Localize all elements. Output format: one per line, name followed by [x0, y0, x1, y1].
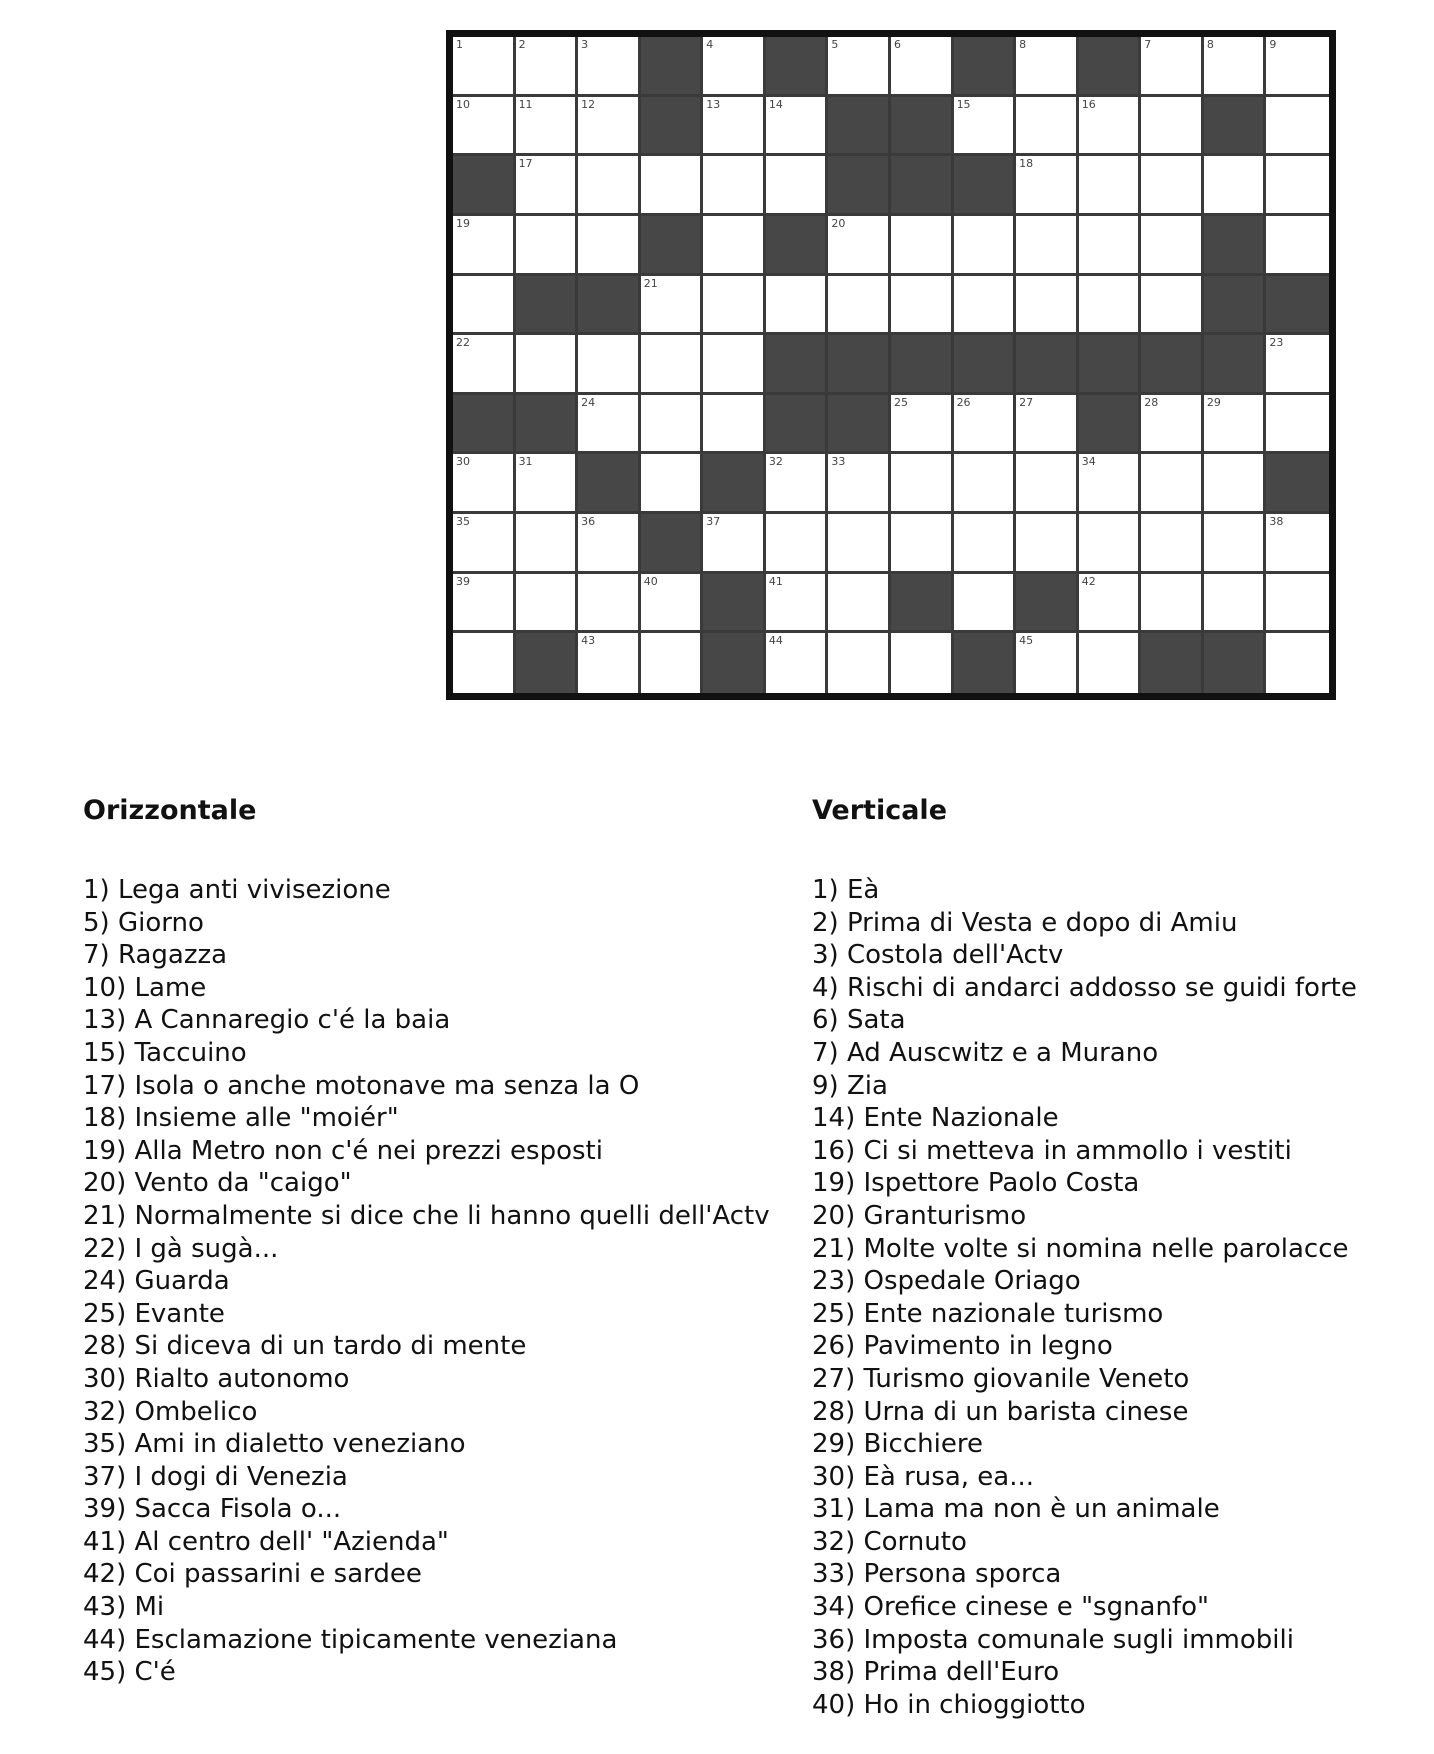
cell-number: 5 [831, 38, 839, 51]
down-clue: 7) Ad Auscwitz e a Murano [812, 1037, 1159, 1068]
crossword-cell[interactable] [453, 454, 516, 514]
crossword-black-cell [954, 37, 1017, 97]
crossword-cell[interactable] [641, 156, 704, 216]
across-clue: 10) Lame [83, 972, 207, 1003]
crossword-cell[interactable] [578, 633, 641, 693]
crossword-cell[interactable] [891, 276, 954, 336]
cell-number: 27 [1019, 395, 1034, 409]
crossword-black-cell [1204, 97, 1267, 157]
cell-number: 6 [894, 38, 901, 51]
cell-number: 41 [768, 574, 783, 588]
crossword-cell[interactable] [954, 514, 1017, 574]
crossword-cell[interactable] [828, 37, 891, 97]
across-clue: 37) I dogi di Venezia [83, 1461, 348, 1492]
cell-number: 8 [1206, 38, 1214, 51]
down-clue: 21) Molte volte si nomina nelle parolacce [812, 1233, 1349, 1264]
crossword-black-cell [641, 514, 704, 574]
down-clue: 31) Lama ma non è un animale [812, 1494, 1220, 1525]
crossword-cell[interactable] [1204, 395, 1267, 455]
cell-number: 16 [1081, 97, 1096, 111]
crossword-cell[interactable] [1079, 633, 1142, 693]
crossword-cell[interactable] [891, 454, 954, 514]
crossword-cell[interactable] [1141, 216, 1204, 276]
crossword-black-cell [578, 276, 641, 336]
crossword-cell[interactable] [828, 276, 891, 336]
across-clue: 21) Normalmente si dice che li hanno quelli dell'Actv [83, 1200, 770, 1231]
down-clue: 25) Ente nazionale turismo [812, 1298, 1164, 1329]
across-clue: 20) Vento da "caigo" [83, 1168, 352, 1199]
crossword-cell[interactable] [1079, 276, 1142, 336]
crossword-cell[interactable] [641, 276, 704, 336]
crossword-cell[interactable] [1016, 514, 1079, 574]
crossword-black-cell [703, 454, 766, 514]
cell-number: 20 [831, 216, 846, 230]
crossword-cell[interactable] [891, 633, 954, 693]
crossword-black-cell [1079, 37, 1142, 97]
crossword-cell[interactable] [1141, 454, 1204, 514]
crossword-black-cell [766, 216, 829, 276]
crossword-cell[interactable] [1266, 633, 1329, 693]
cell-number: 25 [894, 395, 908, 409]
crossword-cell[interactable] [828, 514, 891, 574]
down-clue: 36) Imposta comunale sugli immobili [812, 1624, 1294, 1655]
crossword-black-cell [453, 156, 516, 216]
cell-number: 38 [1269, 515, 1284, 529]
down-clue: 38) Prima dell'Euro [812, 1657, 1060, 1688]
crossword-cell[interactable] [766, 97, 829, 157]
down-clue: 29) Bicchiere [812, 1429, 983, 1460]
down-clue: 2) Prima di Vesta e dopo di Amiu [812, 907, 1238, 938]
crossword-cell[interactable] [641, 574, 704, 634]
cell-number: 21 [643, 276, 658, 290]
crossword-cell[interactable] [766, 633, 829, 693]
crossword-black-cell [1204, 335, 1267, 395]
across-clue: 19) Alla Metro non c'é nei prezzi esposti [83, 1135, 603, 1166]
crossword-cell[interactable] [828, 216, 891, 276]
crossword-black-cell [1266, 276, 1329, 336]
across-clue: 25) Evante [83, 1298, 225, 1329]
crossword-black-cell [641, 97, 704, 157]
down-clue: 27) Turismo giovanile Veneto [812, 1363, 1190, 1394]
down-clue: 33) Persona sporca [812, 1559, 1062, 1590]
crossword-cell[interactable] [1204, 37, 1267, 97]
cell-number: 45 [1019, 634, 1034, 648]
across-clue: 15) Taccuino [83, 1037, 247, 1068]
cell-number: 13 [706, 97, 721, 111]
across-clue: 7) Ragazza [83, 940, 228, 971]
crossword-cell[interactable] [1141, 395, 1204, 455]
crossword-cell[interactable] [453, 276, 516, 336]
crossword-cell[interactable] [453, 335, 516, 395]
cell-number: 33 [831, 455, 846, 469]
cell-number: 10 [456, 97, 470, 111]
crossword-cell[interactable] [1016, 276, 1079, 336]
crossword-cell[interactable] [703, 335, 766, 395]
crossword-cell[interactable] [641, 395, 704, 455]
down-clue: 19) Ispettore Paolo Costa [812, 1168, 1140, 1199]
crossword-cell[interactable] [578, 216, 641, 276]
crossword-cell[interactable] [1079, 156, 1142, 216]
cell-number: 23 [1269, 336, 1284, 350]
crossword-black-cell [828, 395, 891, 455]
cell-number: 7 [1144, 38, 1152, 51]
cell-number: 14 [768, 97, 783, 111]
down-clue: 6) Sata [812, 1005, 906, 1036]
cell-number: 24 [581, 395, 596, 409]
across-clue: 28) Si diceva di un tardo di mente [83, 1331, 527, 1362]
crossword-cell[interactable] [703, 156, 766, 216]
crossword-cell[interactable] [891, 395, 954, 455]
crossword-cell[interactable] [954, 216, 1017, 276]
crossword-cell[interactable] [453, 97, 516, 157]
crossword-cell[interactable] [516, 335, 579, 395]
down-clue: 3) Costola dell'Actv [812, 940, 1064, 971]
across-clue: 45) C'é [83, 1657, 176, 1688]
across-clue: 13) A Cannaregio c'é la baia [83, 1005, 451, 1036]
crossword-cell[interactable] [1079, 454, 1142, 514]
crossword-black-cell [1204, 633, 1267, 693]
crossword-cell[interactable] [828, 633, 891, 693]
across-clue: 30) Rialto autonomo [83, 1363, 350, 1394]
down-clue: 16) Ci si metteva in ammollo i vestiti [812, 1135, 1292, 1166]
crossword-black-cell [954, 633, 1017, 693]
crossword-black-cell [891, 335, 954, 395]
crossword-cell[interactable] [1079, 514, 1142, 574]
crossword-cells [453, 37, 1329, 693]
crossword-cell[interactable] [954, 97, 1017, 157]
crossword-cell[interactable] [453, 574, 516, 634]
crossword-black-cell [766, 395, 829, 455]
cell-number: 42 [1081, 574, 1096, 588]
crossword-cell[interactable] [516, 574, 579, 634]
crossword-black-cell [1016, 335, 1079, 395]
crossword-black-cell [891, 574, 954, 634]
across-clue: 5) Giorno [83, 907, 204, 938]
crossword-cell[interactable] [766, 514, 829, 574]
crossword-cell[interactable] [1079, 574, 1142, 634]
cell-number: 28 [1144, 395, 1159, 409]
crossword-cell[interactable] [828, 454, 891, 514]
crossword-black-cell [1079, 395, 1142, 455]
down-clue: 23) Ospedale Oriago [812, 1266, 1081, 1297]
crossword-cell[interactable] [1016, 97, 1079, 157]
crossword-cell[interactable] [1266, 97, 1329, 157]
crossword-cell[interactable] [1016, 216, 1079, 276]
crossword-cell[interactable] [453, 216, 516, 276]
crossword-black-cell [1141, 335, 1204, 395]
cell-number: 1 [456, 38, 463, 51]
crossword-cell[interactable] [516, 37, 579, 97]
crossword-black-cell [1016, 574, 1079, 634]
cell-number: 18 [1019, 157, 1034, 171]
across-clue: 1) Lega anti vivisezione [83, 875, 391, 905]
cell-number: 15 [956, 97, 971, 111]
cell-number: 12 [581, 97, 596, 111]
cell-number: 40 [643, 574, 658, 588]
crossword-cell[interactable] [1141, 276, 1204, 336]
cell-number: 44 [768, 634, 783, 648]
crossword-cell[interactable] [1204, 574, 1267, 634]
crossword-cell[interactable] [453, 633, 516, 693]
crossword-cell[interactable] [516, 454, 579, 514]
cell-number: 37 [706, 515, 721, 529]
crossword-cell[interactable] [766, 454, 829, 514]
crossword-cell[interactable] [891, 216, 954, 276]
crossword-cell[interactable] [578, 574, 641, 634]
down-clue: 4) Rischi di andarci addosso se guidi forte [812, 972, 1357, 1003]
crossword-cell[interactable] [1266, 335, 1329, 395]
cell-number: 29 [1206, 395, 1221, 409]
crossword-cell[interactable] [954, 574, 1017, 634]
crossword-cell[interactable] [1266, 37, 1329, 97]
crossword-cell[interactable] [516, 97, 579, 157]
crossword-cell[interactable] [516, 156, 579, 216]
cell-number: 11 [518, 97, 533, 111]
crossword-cell[interactable] [641, 335, 704, 395]
cell-number: 32 [768, 455, 783, 469]
crossword-cell[interactable] [1266, 395, 1329, 455]
crossword-cell[interactable] [703, 276, 766, 336]
across-clue-list [83, 874, 803, 1689]
down-clue: 26) Pavimento in legno [812, 1331, 1113, 1362]
crossword-cell[interactable] [1266, 514, 1329, 574]
cell-number: 2 [518, 38, 526, 51]
across-clue: 43) Mi [83, 1592, 165, 1623]
crossword-cell[interactable] [1204, 454, 1267, 514]
cell-number: 35 [456, 515, 470, 529]
across-clues-column [83, 796, 803, 1689]
crossword-cell[interactable] [1141, 514, 1204, 574]
crossword-cell[interactable] [578, 97, 641, 157]
crossword-cell[interactable] [954, 276, 1017, 336]
crossword-cell[interactable] [1266, 574, 1329, 634]
crossword-black-cell [1266, 454, 1329, 514]
cell-number: 22 [456, 336, 470, 350]
cell-number: 30 [456, 455, 470, 469]
across-clue: 44) Esclamazione tipicamente veneziana [83, 1624, 618, 1655]
down-clue: 9) Zia [812, 1070, 888, 1101]
crossword-black-cell [828, 335, 891, 395]
crossword-cell[interactable] [1016, 156, 1079, 216]
cell-number: 9 [1269, 38, 1277, 51]
cell-number: 43 [581, 634, 596, 648]
crossword-black-cell [641, 216, 704, 276]
crossword-cell[interactable] [703, 395, 766, 455]
crossword-cell[interactable] [891, 514, 954, 574]
crossword-black-cell [891, 97, 954, 157]
crossword-cell[interactable] [578, 514, 641, 574]
crossword-black-cell [828, 156, 891, 216]
crossword-cell[interactable] [1266, 216, 1329, 276]
crossword-cell[interactable] [954, 395, 1017, 455]
across-clue: 17) Isola o anche motonave ma senza la O [83, 1070, 640, 1101]
crossword-cell[interactable] [453, 514, 516, 574]
crossword-cell[interactable] [766, 574, 829, 634]
across-clue: 42) Coi passarini e sardee [83, 1559, 422, 1590]
crossword-black-cell [703, 633, 766, 693]
cell-number: 34 [1081, 455, 1096, 469]
crossword-black-cell [516, 633, 579, 693]
crossword-black-cell [578, 454, 641, 514]
crossword-cell[interactable] [578, 395, 641, 455]
down-clue: 1) Eà [812, 875, 880, 905]
cell-number: 31 [518, 455, 533, 469]
down-clue-list [812, 874, 1412, 1721]
crossword-black-cell [954, 156, 1017, 216]
across-clue: 35) Ami in dialetto veneziano [83, 1429, 466, 1460]
across-clue: 22) I gà sugà... [83, 1233, 279, 1264]
crossword-black-cell [1079, 335, 1142, 395]
crossword-cell[interactable] [1016, 633, 1079, 693]
crossword-cell[interactable] [703, 514, 766, 574]
crossword-black-cell [516, 276, 579, 336]
cell-number: 39 [456, 574, 470, 588]
cell-number: 36 [581, 515, 596, 529]
crossword-black-cell [516, 395, 579, 455]
cell-number: 19 [456, 216, 470, 230]
across-clue: 18) Insieme alle "moiér" [83, 1103, 399, 1134]
down-clue: 20) Granturismo [812, 1200, 1027, 1231]
cell-number: 3 [581, 38, 589, 51]
crossword-cell[interactable] [1141, 37, 1204, 97]
crossword-cell[interactable] [954, 454, 1017, 514]
crossword-black-cell [766, 37, 829, 97]
crossword-cell[interactable] [516, 514, 579, 574]
crossword-cell[interactable] [766, 156, 829, 216]
across-heading: Orizzontale [83, 795, 257, 826]
crossword-cell[interactable] [578, 335, 641, 395]
crossword-cell[interactable] [1141, 156, 1204, 216]
crossword-cell[interactable] [641, 454, 704, 514]
crossword-cell[interactable] [641, 633, 704, 693]
crossword-cell[interactable] [1016, 37, 1079, 97]
down-heading: Verticale [812, 795, 947, 826]
down-clue: 28) Urna di un barista cinese [812, 1396, 1189, 1427]
crossword-cell[interactable] [1079, 216, 1142, 276]
crossword-cell[interactable] [1016, 395, 1079, 455]
crossword-black-cell [1204, 216, 1267, 276]
crossword-cell[interactable] [578, 156, 641, 216]
crossword-black-cell [703, 574, 766, 634]
crossword-cell[interactable] [1079, 97, 1142, 157]
crossword-black-cell [954, 335, 1017, 395]
crossword-cell[interactable] [703, 216, 766, 276]
down-clue: 30) Eà rusa, ea... [812, 1461, 1035, 1492]
crossword-black-cell [1141, 633, 1204, 693]
crossword-cell[interactable] [1266, 156, 1329, 216]
crossword-cell[interactable] [1016, 454, 1079, 514]
crossword-black-cell [641, 37, 704, 97]
crossword-cell[interactable] [828, 574, 891, 634]
crossword-black-cell [453, 395, 516, 455]
across-clue: 41) Al centro dell' "Azienda" [83, 1526, 449, 1557]
across-clue: 32) Ombelico [83, 1396, 258, 1427]
cell-number: 4 [706, 38, 714, 51]
cell-number: 26 [956, 395, 971, 409]
crossword-grid [446, 30, 1336, 700]
crossword-black-cell [828, 97, 891, 157]
crossword-cell[interactable] [703, 97, 766, 157]
across-clue: 39) Sacca Fisola o... [83, 1494, 342, 1525]
down-clue: 40) Ho in chioggiotto [812, 1689, 1086, 1720]
crossword-black-cell [766, 335, 829, 395]
crossword-black-cell [891, 156, 954, 216]
crossword-black-cell [1204, 276, 1267, 336]
down-clue: 32) Cornuto [812, 1526, 967, 1557]
crossword-cell[interactable] [891, 37, 954, 97]
cell-number: 8 [1019, 38, 1027, 51]
down-clues-column [812, 796, 1412, 1721]
crossword-cell[interactable] [1204, 514, 1267, 574]
crossword-cell[interactable] [766, 276, 829, 336]
crossword-cell[interactable] [1141, 574, 1204, 634]
crossword-cell[interactable] [578, 37, 641, 97]
crossword-cell[interactable] [453, 37, 516, 97]
crossword-cell[interactable] [516, 216, 579, 276]
cell-number: 17 [518, 157, 533, 171]
crossword-cell[interactable] [1141, 97, 1204, 157]
down-clue: 14) Ente Nazionale [812, 1103, 1059, 1134]
crossword-cell[interactable] [703, 37, 766, 97]
down-clue: 34) Orefice cinese e "sgnanfo" [812, 1592, 1209, 1623]
across-clue: 24) Guarda [83, 1266, 230, 1297]
crossword-cell[interactable] [1204, 156, 1267, 216]
